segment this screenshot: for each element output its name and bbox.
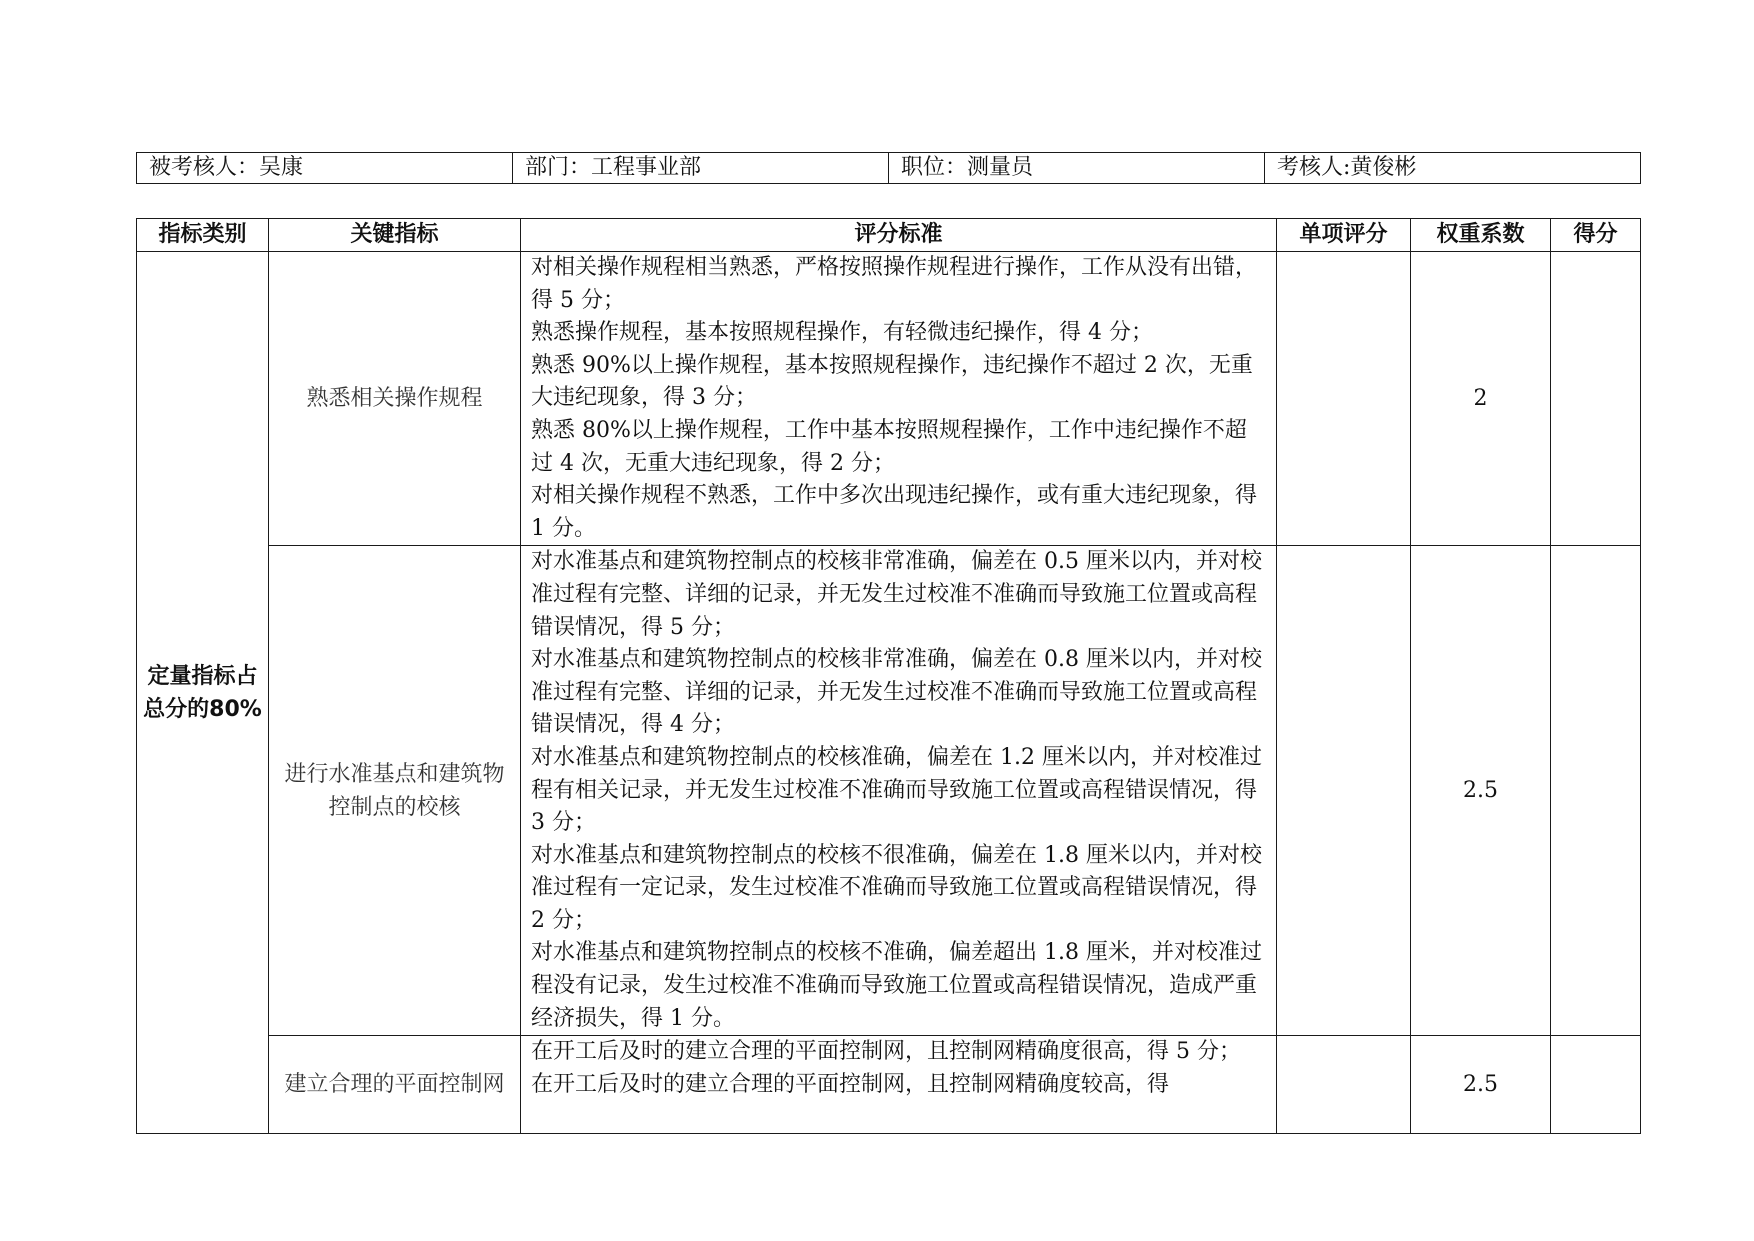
criteria-line: 熟悉操作规程，基本按照规程操作，有轻微违纪操作，得 4 分； (531, 320, 1153, 346)
criteria-line: 对相关操作规程相当熟悉，严格按照操作规程进行操作，工作从没有出错，得 5 分； (531, 255, 1258, 313)
table-row (137, 1036, 1641, 1134)
criteria-line: 对水准基点和建筑物控制点的校核不很准确，偏差在 1.8 厘米以内，并对校准过程有一定记录，发生过校准不准确而导致施工位置或高程错误情况，得 2 分； (531, 842, 1262, 933)
criteria-line: 在开工后及时的建立合理的平面控制网，且控制网精确度较高，得 (531, 1071, 1170, 1097)
criteria-line: 熟悉 90%以上操作规程，基本按照规程操作，违纪操作不超过 2 次，无重大违纪现象，得 3 分； (531, 352, 1253, 411)
assessee: 被考核人：吴康 (137, 153, 513, 184)
header-score: 得分 (1551, 219, 1641, 252)
score-cell[interactable] (1551, 1036, 1641, 1134)
score-table (136, 218, 1641, 1134)
table-row (137, 252, 1641, 546)
score-cell[interactable] (1551, 546, 1641, 1036)
info-table (136, 152, 1641, 184)
criteria-cell (521, 546, 1277, 1036)
header-row (137, 219, 1641, 252)
department: 部门：工程事业部 (513, 153, 889, 184)
item-score-cell[interactable] (1277, 252, 1411, 546)
weight-cell: 2.5 (1411, 1036, 1551, 1134)
header-indicator: 关键指标 (269, 219, 521, 252)
weight-cell: 2.5 (1411, 546, 1551, 1036)
score-cell[interactable] (1551, 252, 1641, 546)
criteria-line: 对水准基点和建筑物控制点的校核不准确，偏差超出 1.8 厘米，并对校准过程没有记录，发生过校准不准确而导致施工位置或高程错误情况，造成严重经济损失，得 1 分。 (531, 940, 1262, 1031)
indicator-cell: 进行水准基点和建筑物控制点的校核 (269, 546, 521, 1036)
criteria-cell (521, 1036, 1277, 1134)
header-item-score: 单项评分 (1277, 219, 1411, 252)
item-score-cell[interactable] (1277, 546, 1411, 1036)
indicator-cell: 熟悉相关操作规程 (269, 252, 521, 546)
assessor: 考核人:黄俊彬 (1265, 153, 1641, 184)
criteria-line: 对相关操作规程不熟悉，工作中多次出现违纪操作，或有重大违纪现象，得 1 分。 (531, 483, 1258, 541)
criteria-line: 对水准基点和建筑物控制点的校核非常准确，偏差在 0.5 厘米以内，并对校准过程有完整、详细的记录，并无发生过校准不准确而导致施工位置或高程错误情况，得 5 分； (531, 549, 1262, 640)
criteria-line: 对水准基点和建筑物控制点的校核准确，偏差在 1.2 厘米以内，并对校准过程有相关记录，并无发生过校准不准确而导致施工位置或高程错误情况，得 3 分； (531, 744, 1262, 836)
position: 职位：测量员 (889, 153, 1265, 184)
header-weight: 权重系数 (1411, 219, 1551, 252)
weight-cell: 2 (1411, 252, 1551, 546)
criteria-line: 对水准基点和建筑物控制点的校核非常准确，偏差在 0.8 厘米以内，并对校准过程有完整、详细的记录，并无发生过校准不准确而导致施工位置或高程错误情况，得 4 分； (531, 647, 1262, 738)
criteria-cell (521, 252, 1277, 546)
header-criteria: 评分标准 (521, 219, 1277, 252)
category-cell: 定量指标占总分的80% (137, 252, 269, 1134)
table-row (137, 546, 1641, 1036)
info-row (137, 153, 1641, 184)
indicator-cell: 建立合理的平面控制网 (269, 1036, 521, 1134)
header-category: 指标类别 (137, 219, 269, 252)
criteria-line: 熟悉 80%以上操作规程，工作中基本按照规程操作，工作中违纪操作不超过 4 次，无重大违纪现象，得 2 分； (531, 417, 1247, 476)
item-score-cell[interactable] (1277, 1036, 1411, 1134)
criteria-line: 在开工后及时的建立合理的平面控制网，且控制网精确度很高，得 5 分； (531, 1039, 1241, 1065)
